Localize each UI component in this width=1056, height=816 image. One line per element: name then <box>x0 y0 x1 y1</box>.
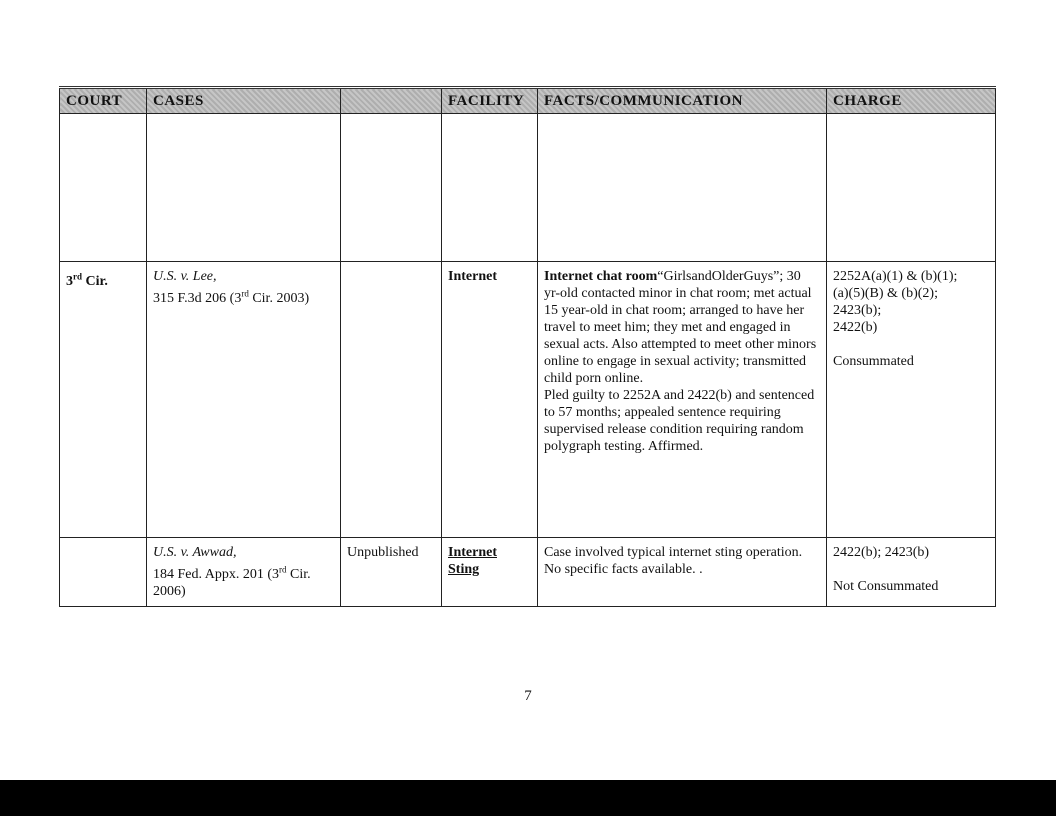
case-cell <box>147 538 341 607</box>
empty-cell <box>442 114 538 262</box>
header-blank <box>341 88 442 114</box>
page-number: 7 <box>524 688 532 704</box>
empty-cell <box>827 114 996 262</box>
court-cell <box>60 538 147 607</box>
case-name: U.S. v. Awwad, <box>153 545 237 560</box>
charge-status: Not Consummated <box>833 579 939 594</box>
court-cell <box>60 262 147 538</box>
publication-status: Unpublished <box>347 545 419 560</box>
charge-line: (a)(5)(B) & (b)(2); <box>833 286 938 301</box>
facts-text: 30 yr-old contacted minor in chat room; met actual 15 year-old in chat room; arranged to have her travel to meet him; they met and engaged in sexual acts. Also attempted to meet other minors online to engage in sexual activity; transmitted child porn online. <box>544 269 817 386</box>
empty-cell <box>147 114 341 262</box>
empty-cell <box>60 114 147 262</box>
facility-cell <box>442 538 538 607</box>
header-cases: CASES <box>147 88 341 114</box>
facility-cell <box>442 262 538 538</box>
empty-row <box>60 114 996 262</box>
empty-cell <box>538 114 827 262</box>
cases-table <box>59 86 996 607</box>
charge-cell <box>827 538 996 607</box>
header-charge: CHARGE <box>827 88 996 114</box>
status-cell <box>341 538 442 607</box>
charge-status: Consummated <box>833 354 914 369</box>
case-cell <box>147 262 341 538</box>
charge-line: 2422(b) <box>833 320 878 335</box>
header-row <box>60 88 996 114</box>
facility-label: Internet Sting <box>448 545 497 577</box>
case-citation: 315 F.3d 206 (3rd Cir. 2003) <box>153 288 310 306</box>
case-name: U.S. v. Lee, <box>153 269 217 284</box>
facts-text-disposition: Pled guilty to 2252A and 2422(b) and sentenced to 57 months; appealed sentence requiring supervised release condition requiring random polygraph testing. Affirmed. <box>544 388 815 454</box>
court-label: 3rd Cir. <box>66 271 108 289</box>
charge-line: 2422(b); 2423(b) <box>833 545 930 560</box>
facility-label: Internet <box>448 269 497 284</box>
header-facility: FACILITY <box>442 88 538 114</box>
facts-bold-lead: Internet chat room <box>544 269 658 284</box>
facts-cell <box>538 538 827 607</box>
facts-text: Case involved typical internet sting operation. No specific facts available. . <box>544 545 803 577</box>
charge-cell <box>827 262 996 538</box>
charge-line: 2423(b); <box>833 303 882 318</box>
bottom-black-bar <box>0 780 1056 816</box>
empty-cell <box>341 114 442 262</box>
header-court: COURT <box>60 88 147 114</box>
charge-line: 2252A(a)(1) & (b)(1); <box>833 269 958 284</box>
header-facts: FACTS/COMMUNICATION <box>538 88 827 114</box>
table-row <box>60 262 996 538</box>
table-row <box>60 538 996 607</box>
facts-quote: “GirlsandOlderGuys”; <box>657 269 784 284</box>
facts-cell <box>538 262 827 538</box>
case-citation: 184 Fed. Appx. 201 (3rd Cir. 2006) <box>153 564 311 599</box>
status-cell <box>341 262 442 538</box>
